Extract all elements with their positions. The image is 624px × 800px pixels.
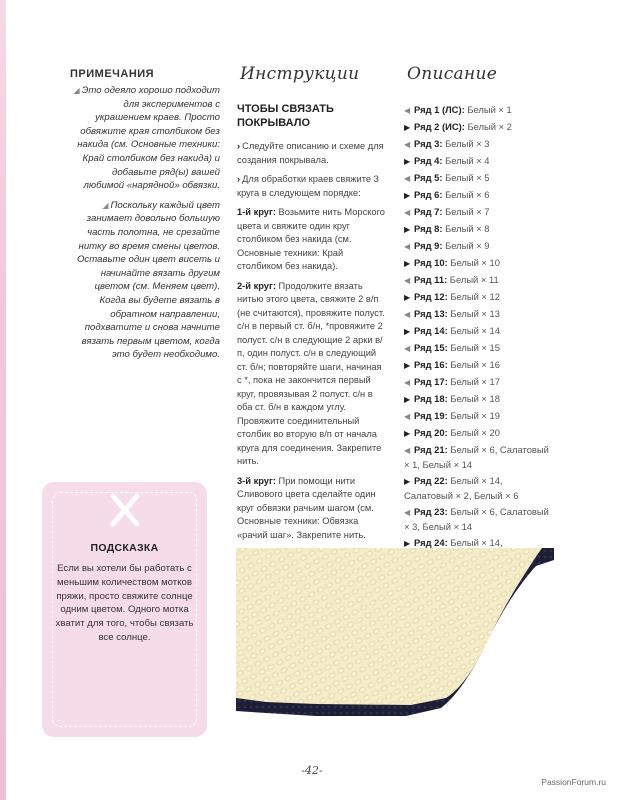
row-text: Белый × 17: [450, 376, 500, 387]
row-name: Ряд 4:: [414, 155, 443, 166]
description-section: [404, 64, 554, 567]
arrow-left-icon: ◀: [404, 310, 411, 319]
row-item: [404, 255, 554, 272]
arrow-right-icon: ▶: [404, 539, 411, 548]
triangle-bullet-icon: ◢: [73, 86, 80, 95]
arrow-right-icon: ▶: [404, 293, 411, 302]
row-list: [404, 102, 554, 564]
row-text: Белый × 14, Салатовый × 2, Белый × 6: [404, 475, 519, 501]
row-name: Ряд 21:: [414, 444, 448, 455]
row-item: [404, 170, 554, 187]
row-name: Ряд 23:: [414, 506, 448, 517]
row-name: Ряд 17:: [414, 376, 448, 387]
row-name: Ряд 19:: [414, 410, 448, 421]
note-item: [70, 199, 220, 362]
row-name: Ряд 16:: [414, 359, 448, 370]
round-1-paragraph: [237, 206, 387, 274]
intro-paragraph: [237, 173, 387, 200]
row-text: Белый × 12: [450, 291, 500, 302]
round-1-text: Возьмите нить Морского цвета и свяжите один круг столбиком без накида (см. Основные техники: Край столбиком без накида).: [237, 207, 385, 271]
row-text: Белый × 16: [450, 359, 500, 370]
arrow-left-icon: ◀: [404, 508, 411, 517]
arrow-left-icon: ◀: [404, 276, 411, 285]
note-text: Поскольку каждый цвет занимает довольно большую часть полотна, не срезайте нитку во время смены цветов. Оставьте один цвет висеть и начинайте вязать другим цветом (см. Меняем цвет). Когда вы будете вязать в обратном направлении, подхватите и снова начните вязать первым цветом, когда это будет необходимо.: [76, 199, 220, 361]
row-item: [404, 153, 554, 170]
row-text: Белый × 9: [445, 240, 490, 251]
row-item: [404, 323, 554, 340]
row-text: Белый × 11: [449, 274, 499, 285]
arrow-left-icon: ◀: [404, 242, 411, 251]
row-text: Белый × 14,: [450, 537, 503, 548]
row-item: [404, 443, 554, 471]
row-name: Ряд 10:: [414, 257, 448, 268]
row-name: Ряд 11:: [414, 274, 448, 285]
instructions-section: [237, 64, 387, 581]
arrow-right-icon: ▶: [404, 429, 411, 438]
blanket-photo: [236, 548, 554, 742]
row-item: [404, 306, 554, 323]
row-item: [404, 289, 554, 306]
arrow-left-icon: ◀: [404, 140, 411, 149]
cross-stitch-icon: [100, 486, 150, 536]
arrow-right-icon: ▶: [404, 259, 411, 268]
arrow-right-icon: ▶: [404, 225, 411, 234]
arrow-left-icon: ◀: [404, 412, 411, 421]
row-name: Ряд 8:: [414, 223, 443, 234]
row-item: [404, 340, 554, 357]
notes-title: ПРИМЕЧАНИЯ: [70, 68, 155, 80]
round-2-paragraph: [237, 280, 387, 469]
arrow-left-icon: ◀: [404, 208, 411, 217]
row-name: Ряд 20:: [414, 427, 448, 438]
row-item: [404, 357, 554, 374]
triangle-bullet-icon: ◢: [102, 200, 109, 210]
arrow-right-icon: ▶: [404, 361, 411, 370]
row-item: [404, 408, 554, 425]
chevron-right-icon: ›: [237, 174, 241, 184]
arrow-right-icon: ▶: [404, 123, 411, 132]
row-text: Белый × 4: [445, 155, 490, 166]
row-text: Белый × 1: [467, 104, 512, 115]
row-name: Ряд 1 (ЛС):: [414, 104, 465, 115]
arrow-right-icon: ▶: [404, 477, 411, 486]
row-text: Белый × 8: [445, 223, 490, 234]
instructions-title: ЧТОБЫ СВЯЗАТЬ ПОКРЫВАЛО: [237, 103, 334, 129]
description-heading: Описание: [407, 64, 498, 84]
arrow-right-icon: ▶: [404, 191, 411, 200]
row-text: Белый × 7: [445, 206, 490, 217]
arrow-left-icon: ◀: [404, 106, 411, 115]
arrow-right-icon: ▶: [404, 327, 411, 336]
row-item: [404, 505, 554, 533]
row-item: [404, 272, 554, 289]
row-text: Белый × 6, Салатовый × 1, Белый × 14: [404, 444, 549, 470]
row-item: [404, 136, 554, 153]
crochet-border-illustration: [236, 548, 554, 742]
row-name: Ряд 6:: [414, 189, 443, 200]
row-item: [404, 204, 554, 221]
page-number: -42-: [301, 764, 323, 777]
notes-section: [70, 68, 220, 368]
row-text: Белый × 5: [445, 172, 490, 183]
row-name: Ряд 13:: [414, 308, 448, 319]
row-item: [404, 119, 554, 136]
row-text: Белый × 13: [450, 308, 500, 319]
arrow-right-icon: ▶: [404, 157, 411, 166]
row-item: [404, 187, 554, 204]
arrow-right-icon: ▶: [404, 395, 411, 404]
watermark: PassionForum.ru: [541, 777, 606, 787]
note-item: [70, 84, 220, 193]
intro-text: Следуйте описанию и схеме для создания покрывала.: [237, 141, 384, 165]
row-item: [404, 102, 554, 119]
arrow-left-icon: ◀: [404, 344, 411, 353]
row-item: [404, 391, 554, 408]
row-text: Белый × 6: [445, 189, 490, 200]
row-item: [404, 374, 554, 391]
tip-title: ПОДСКАЗКА: [90, 542, 159, 554]
row-name: Ряд 3:: [414, 138, 443, 149]
round-2-text: Продолжите вязать нитью этого цвета, свяжите 2 в/п (не считаются), провяжите полуст. с/н в первый ст. б/н, *провяжите 2 полуст. с/н в следующие 2 арки в/п, один полуст. с/н в следующий ст. б/н; повторяйте шаги, начиная с *, пока не закончится первый круг, провязывая 2 полуст. с/н в оба ст. б/н в каждом углу. Провяжите соединительный столбик во вторую в/п от начала круга для соединения. Закрепите нить.: [237, 280, 385, 466]
row-name: Ряд 7:: [414, 206, 443, 217]
row-text: Белый × 3: [445, 138, 490, 149]
row-item: [404, 474, 554, 502]
chevron-right-icon: ›: [237, 141, 241, 151]
intro-paragraph: [237, 140, 387, 167]
intro-text: Для обработки краев свяжите 3 круга в следующем порядке:: [237, 174, 379, 198]
arrow-left-icon: ◀: [404, 174, 411, 183]
row-name: Ряд 12:: [414, 291, 448, 302]
row-text: Белый × 2: [467, 121, 512, 132]
round-3-label: 3-й круг:: [237, 475, 276, 486]
arrow-left-icon: ◀: [404, 378, 411, 387]
tip-box: [42, 482, 207, 737]
row-name: Ряд 15:: [414, 342, 448, 353]
row-item: [404, 221, 554, 238]
row-text: Белый × 14: [450, 325, 500, 336]
row-name: Ряд 24:: [414, 537, 448, 548]
row-text: Белый × 18: [450, 393, 500, 404]
row-name: Ряд 22:: [414, 475, 448, 486]
row-text: Белый × 15: [450, 342, 500, 353]
row-name: Ряд 9:: [414, 240, 443, 251]
row-text: Белый × 20: [450, 427, 500, 438]
arrow-left-icon: ◀: [404, 446, 411, 455]
row-text: Белый × 19: [450, 410, 500, 421]
row-text: Белый × 10: [450, 257, 500, 268]
row-name: Ряд 18:: [414, 393, 448, 404]
round-3-paragraph: [237, 475, 387, 543]
row-name: Ряд 2 (ИС):: [414, 121, 465, 132]
note-text: Это одеяло хорошо подходит для экспериментов с украшением краев. Просто обвяжите края столбиком без накида (см. Основные техники: Край столбиком без накида) и добавьте ряд(ы) вашей любимой «нарядной» обвязки.: [77, 85, 220, 192]
page-edge-band: [0, 0, 6, 800]
round-1-label: 1-й круг:: [237, 207, 276, 217]
row-text: Белый × 6, Салатовый × 3, Белый × 14: [404, 506, 549, 532]
row-name: Ряд 14:: [414, 325, 448, 336]
round-2-label: 2-й круг:: [237, 280, 276, 291]
round-3-text: При помощи нити Сливового цвета сделайте один круг обвязки рачьим шагом (см. Основные техники: Обвязка «рачий шаг». Закрепите нить.: [237, 475, 376, 540]
row-name: Ряд 5:: [414, 172, 443, 183]
row-item: [404, 238, 554, 255]
instructions-heading: Инструкции: [240, 64, 360, 84]
row-item: [404, 425, 554, 442]
tip-text: Если вы хотели бы работать с меньшим количеством мотков пряжи, просто свяжите солнце одним цветом. Одного мотка хватит для того, чтобы связать все солнце.: [55, 563, 194, 643]
